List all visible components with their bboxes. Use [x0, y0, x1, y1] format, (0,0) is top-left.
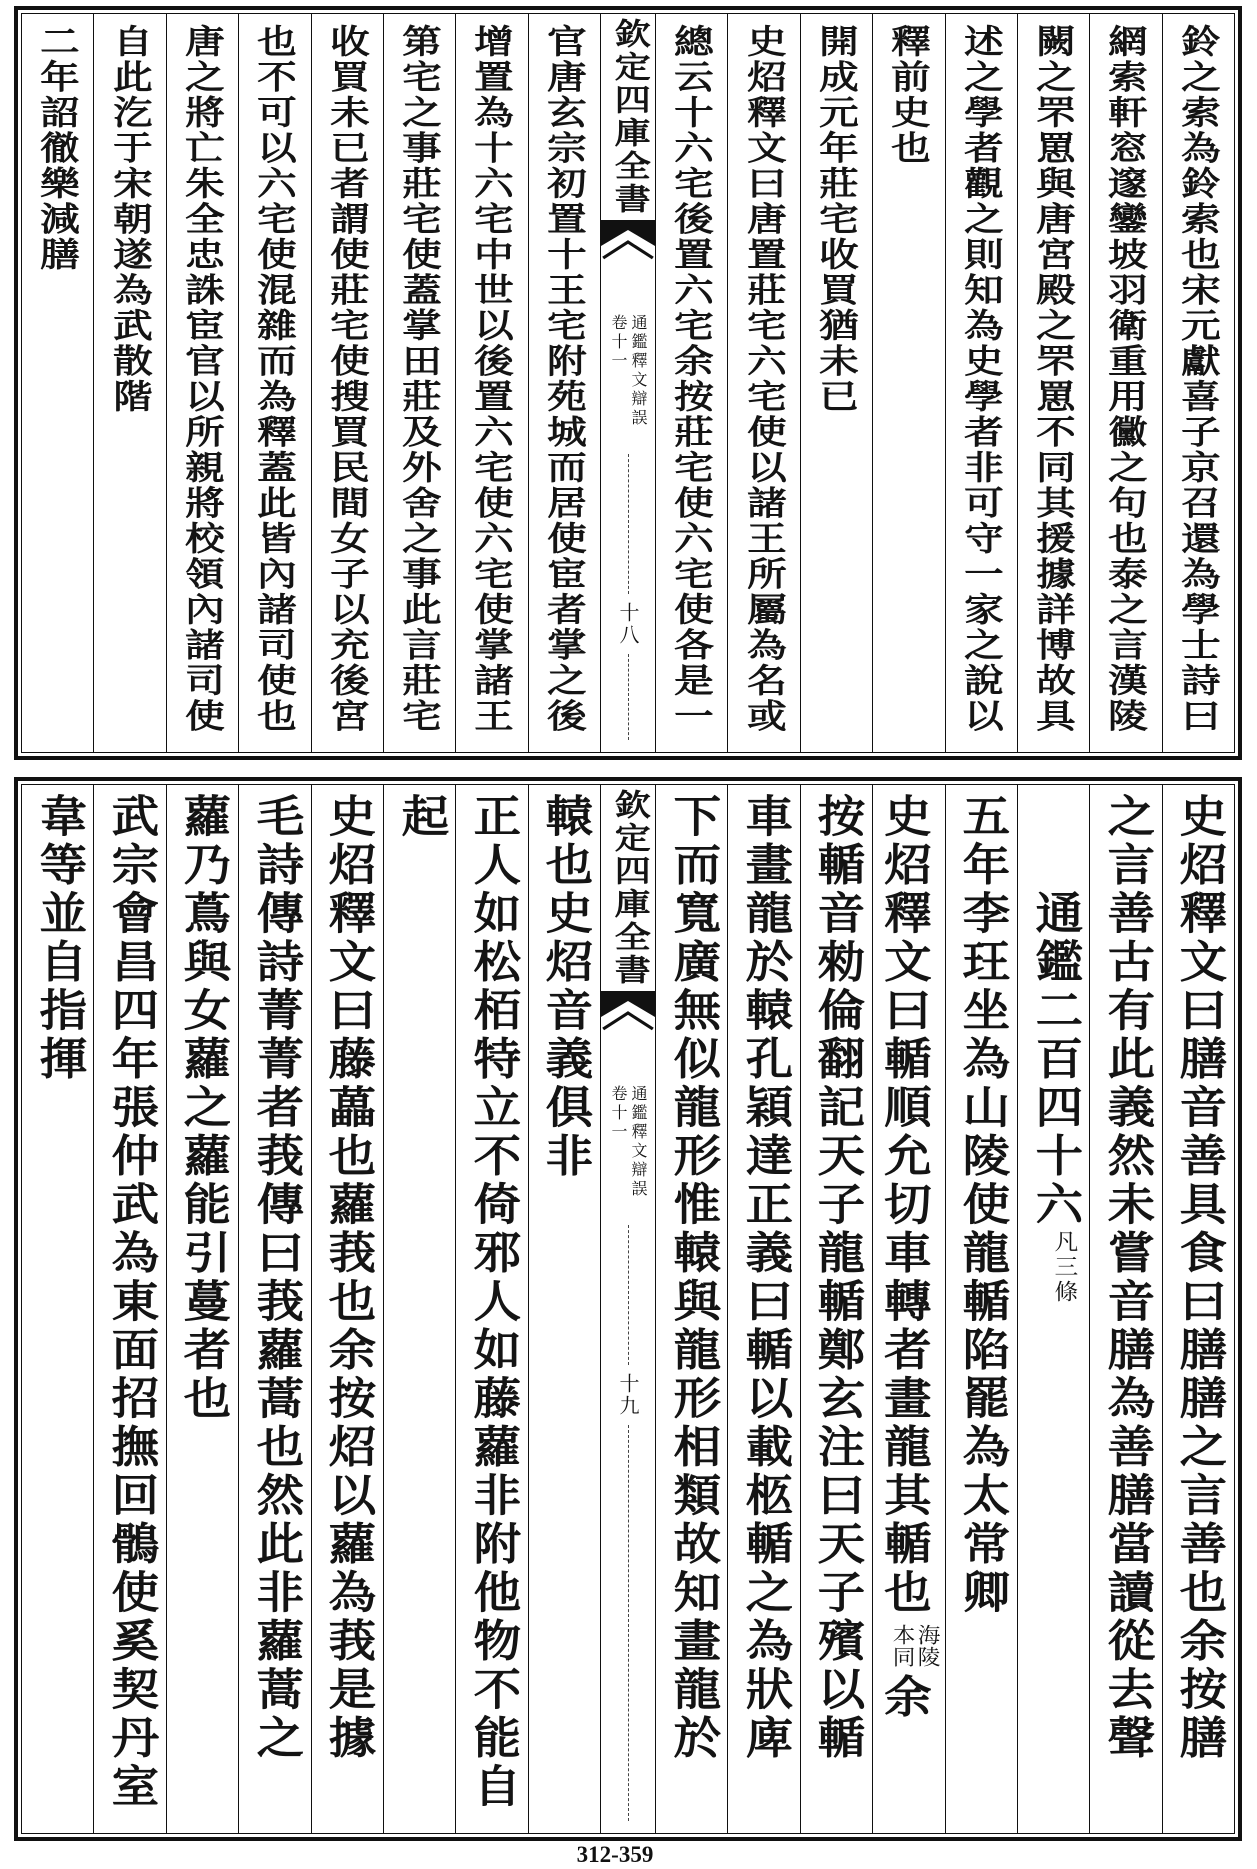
column-text: 述之學者觀之則知為史學者非可守一家之說以	[957, 24, 1005, 734]
text-column	[93, 785, 165, 1833]
bottom-leaf-panel	[14, 777, 1242, 1841]
column-text: 第宅之事莊宅使蓋掌田莊及外舍之事此言莊宅	[396, 24, 443, 734]
column-text: 收買未已者謂使莊宅使搜買民間女子以充後宮	[323, 24, 371, 734]
column-text: 二年詔徹樂減膳	[34, 24, 82, 273]
volume-number: 卷十一	[609, 314, 628, 371]
column-text: 轅也史炤音義俱非	[537, 793, 593, 1181]
fish-tail-mark	[601, 991, 655, 1031]
column-text: 毛詩傳詩菁菁者莪傳曰莪蘿蒿也然此非蘿蒿之	[247, 793, 303, 1763]
text-column	[1162, 785, 1234, 1833]
column-text: 車畫龍於轅孔穎達正義曰輴以載柩輴之為狀庳	[737, 793, 793, 1763]
interlinear-note	[889, 1624, 939, 1668]
text-column	[800, 14, 872, 752]
collection-title: 欽定四庫全書	[607, 789, 650, 987]
column-text	[875, 785, 941, 1722]
leaf-number: 十八	[616, 602, 640, 646]
text-column	[655, 14, 727, 752]
fold-center-line	[628, 1425, 629, 1821]
text-column	[22, 14, 93, 752]
bottom-leaf-frame	[21, 784, 1235, 1834]
text-column	[800, 785, 872, 1833]
chapter-heading-column	[1017, 785, 1089, 1833]
leaf-number: 十九	[616, 1373, 640, 1417]
column-text	[1026, 785, 1082, 1305]
text-column	[872, 14, 944, 752]
main-text: 史炤釋文曰輴順允切車轉者畫龍其輴也	[875, 793, 931, 1618]
text-column	[655, 785, 727, 1833]
collection-title: 欽定四庫全書	[607, 18, 650, 216]
column-text: 網索軒窓邃鑾坡羽衛重用黴之句也泰之言漢陵	[1102, 24, 1150, 734]
top-leaf-frame	[21, 13, 1235, 753]
column-text: 按輴音勑倫翻記天子龍輴鄭玄注曰天子殯以輴	[809, 793, 865, 1763]
column-text: 韋等並自指揮	[30, 793, 86, 1084]
book-title: 通鑑釋文辯誤	[629, 1085, 648, 1199]
text-column	[1162, 14, 1234, 752]
book-title: 通鑑釋文辯誤	[629, 314, 648, 428]
text-column	[528, 14, 600, 752]
text-column	[455, 14, 527, 752]
text-column	[166, 785, 238, 1833]
column-text: 唐之將亡朱全忠誅宦官以所親將校領內諸司使	[179, 24, 226, 734]
text-column	[238, 14, 310, 752]
text-column	[1017, 14, 1089, 752]
volume-number: 卷十一	[609, 1085, 628, 1142]
column-text: 官唐玄宗初置十王宅附苑城而居使宦者掌之後	[540, 24, 588, 734]
column-text: 起	[392, 793, 448, 842]
text-column	[1089, 785, 1161, 1833]
text-column	[166, 14, 238, 752]
text-column	[383, 14, 455, 752]
center-fold-column	[600, 14, 655, 752]
fish-tail-mark	[601, 220, 655, 260]
column-text: 五年李玨坐為山陵使龍輴陷罷為太常卿	[954, 793, 1010, 1618]
text-column	[727, 14, 799, 752]
column-text: 闕之罘罳與唐宮殿之罘罳不同其援據詳博故具	[1030, 24, 1077, 734]
text-column	[1089, 14, 1161, 752]
text-column	[455, 785, 527, 1833]
main-text-continued: 余	[875, 1673, 931, 1722]
fold-center-line	[628, 654, 629, 740]
text-column	[238, 785, 310, 1833]
column-text: 下而寬廣無似龍形惟轅與龍形相類故知畫龍於	[664, 793, 720, 1763]
column-text: 自此汔于宋朝遂為武散階	[106, 24, 154, 415]
text-column	[383, 785, 455, 1833]
text-column	[22, 785, 93, 1833]
text-column	[872, 785, 944, 1833]
column-text: 武宗會昌四年張仲武為東面招撫回鶻使奚契丹室	[103, 793, 159, 1812]
chapter-heading: 通鑑二百四十六	[1026, 890, 1082, 1230]
text-column	[528, 785, 600, 1833]
text-column	[945, 14, 1017, 752]
note-left: 本同	[889, 1623, 916, 1668]
item-count-note: 凡三條	[1050, 1229, 1078, 1305]
column-text: 正人如松栢特立不倚邪人如藤蘿非附他物不能自	[464, 793, 521, 1812]
column-text: 增置為十六宅中世以後置六宅使六宅使掌諸王	[468, 24, 516, 734]
text-column	[727, 785, 799, 1833]
column-text: 總云十六宅後置六宅余按莊宅使六宅使各是一	[668, 24, 716, 734]
text-column	[945, 785, 1017, 1833]
text-column	[311, 14, 383, 752]
column-text: 史炤釋文曰膳音善具食曰膳膳之言善也余按膳	[1171, 793, 1227, 1763]
column-text: 鈴之索為鈴索也宋元獻喜子京召還為學士詩曰	[1174, 24, 1222, 734]
column-text: 蘿乃蔦與女蘿之蘿能引蔓者也	[175, 793, 231, 1424]
column-text: 也不可以六宅使混雜而為釋蓋此皆內諸司使也	[251, 24, 299, 734]
page-code: 312-359	[576, 1842, 654, 1867]
top-leaf-panel	[14, 6, 1242, 760]
column-text: 之言善古有此義然未嘗音膳為善膳當讀從去聲	[1098, 793, 1155, 1763]
fold-subtitle	[601, 314, 655, 428]
note-right: 海陵	[914, 1623, 941, 1668]
text-column	[311, 785, 383, 1833]
text-column	[93, 14, 165, 752]
column-text: 史炤釋文曰藤藟也蘿莪也余按炤以蘿為莪是據	[320, 793, 376, 1763]
column-text: 釋前史也	[885, 24, 933, 166]
column-text: 史炤釋文曰唐置莊宅六宅使以諸王所屬為名或	[740, 24, 788, 734]
fold-subtitle	[601, 1085, 655, 1199]
center-fold-column	[600, 785, 655, 1833]
fold-center-line	[628, 454, 629, 594]
column-text: 開成元年莊宅收買猶未已	[813, 24, 860, 415]
fold-center-line	[628, 1225, 629, 1365]
